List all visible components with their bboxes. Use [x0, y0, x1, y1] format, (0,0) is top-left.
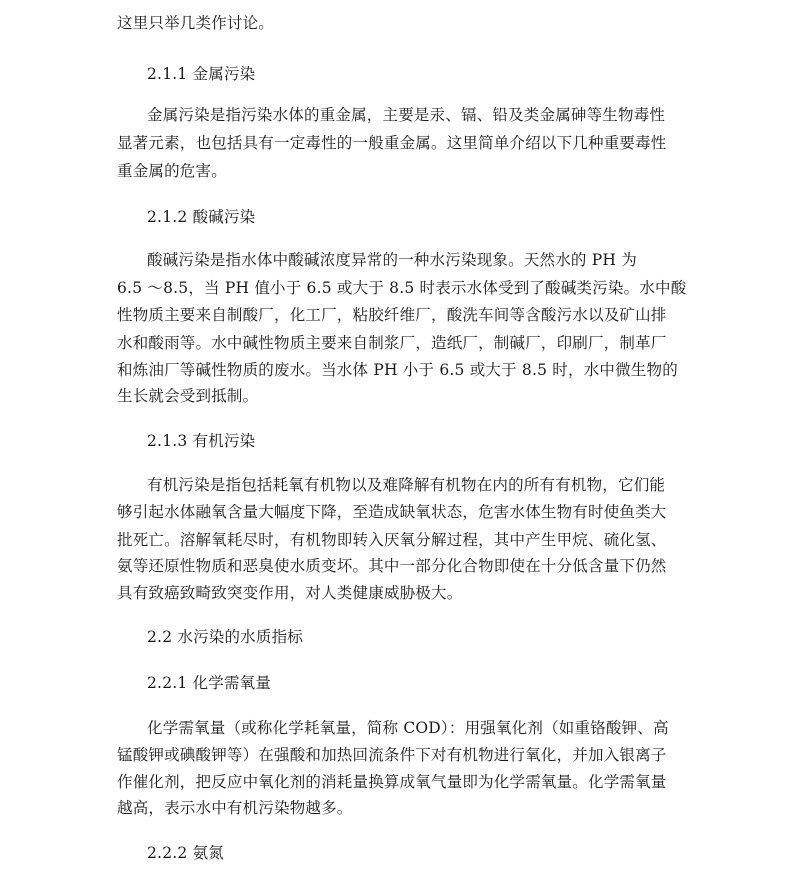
paragraph-line: 锰酸钾或碘酸钾等）在强酸和加热回流条件下对有机物进行氧化，并加入银离子 — [117, 746, 667, 764]
paragraph-line: 作催化剂，把反应中氧化剂的消耗量换算成氧气量即为化学需氧量。化学需氧量 — [117, 773, 667, 791]
section-heading-2-1-3: 2.1.3 有机污染 — [147, 432, 256, 450]
paragraph-line: 具有致癌致畸致突变作用，对人类健康威胁极大。 — [117, 584, 463, 602]
section-heading-2-2-1: 2.2.1 化学需氧量 — [147, 674, 272, 692]
intro-text: 这里只举几类作讨论。 — [117, 14, 275, 32]
section-heading-2-2-2: 2.2.2 氨氮 — [147, 844, 224, 862]
paragraph-line: 酸碱污染是指水体中酸碱浓度异常的一种水污染现象。天然水的 PH 为 — [147, 251, 637, 269]
paragraph-line: 有机污染是指包括耗氧有机物以及难降解有机物在内的所有有机物，它们能 — [147, 476, 666, 494]
paragraph-line: 够引起水体融氧含量大幅度下降，至造成缺氧状态，危害水体生物有时使鱼类大 — [117, 503, 667, 521]
section-heading-2-1-2: 2.1.2 酸碱污染 — [147, 208, 256, 226]
paragraph-line: 金属污染是指污染水体的重金属，主要是汞、镉、铅及类金属砷等生物毒性 — [147, 106, 666, 124]
section-heading-2-1-1: 2.1.1 金属污染 — [147, 65, 256, 83]
paragraph-line: 氨等还原性物质和恶臭使水质变坏。其中一部分化合物即使在十分低含量下仍然 — [117, 557, 667, 575]
paragraph-line: 化学需氧量（或称化学耗氧量，简称 COD）：用强氧化剂（如重铬酸钾、高 — [147, 719, 669, 737]
paragraph-line: 水和酸雨等。水中碱性物质主要来自制浆厂，造纸厂，制碱厂，印刷厂，制革厂 — [117, 334, 667, 352]
paragraph-line: 生长就会受到抵制。 — [117, 387, 259, 405]
section-heading-2-2: 2.2 水污染的水质指标 — [147, 628, 303, 646]
paragraph-line: 批死亡。溶解氧耗尽时，有机物即转入厌氧分解过程，其中产生甲烷、硫化氢、 — [117, 531, 667, 549]
paragraph-line: 重金属的危害。 — [117, 162, 227, 180]
paragraph-line: 性物质主要来自制酸厂，化工厂，粘胶纤维厂，酸洗车间等含酸污水以及矿山排 — [117, 306, 667, 324]
paragraph-line: 显著元素，也包括具有一定毒性的一般重金属。这里简单介绍以下几种重要毒性 — [117, 134, 667, 152]
paragraph-line: 和炼油厂等碱性物质的废水。当水体 PH 小于 6.5 或大于 8.5 时，水中微生物的 — [117, 361, 678, 379]
paragraph-line: 越高，表示水中有机污染物越多。 — [117, 799, 353, 817]
paragraph-line: 6.5 ～8.5，当 PH 值小于 6.5 或大于 8.5 时表示水体受到了酸碱类污染。水中酸 — [117, 279, 687, 297]
